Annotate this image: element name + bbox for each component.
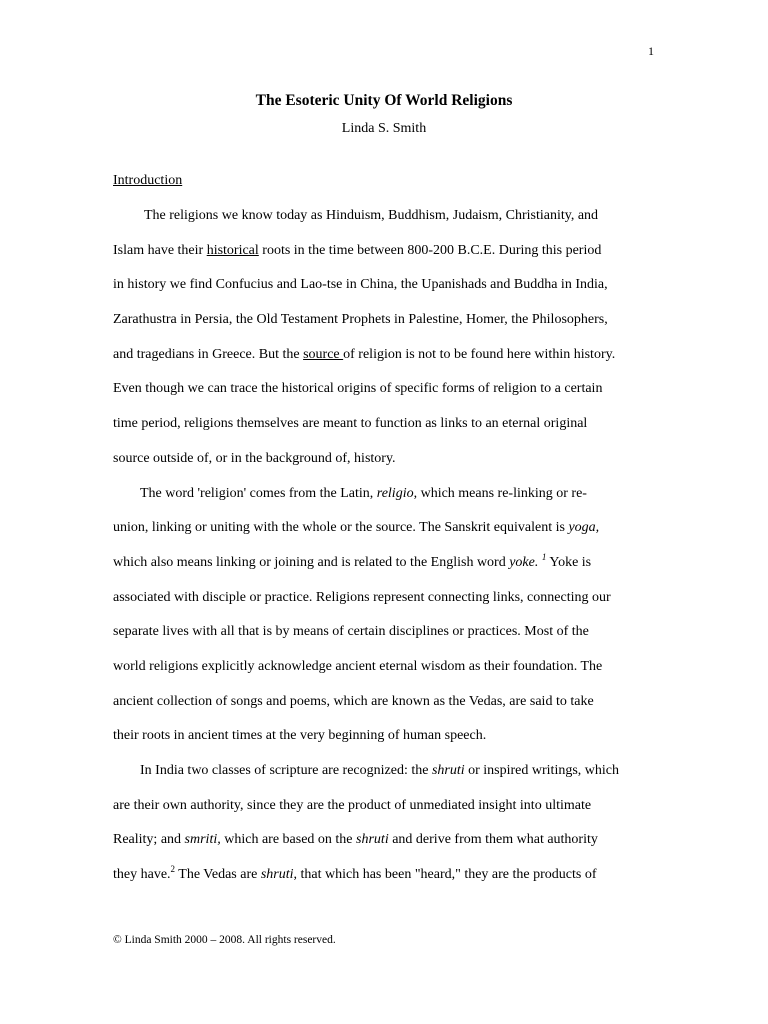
- copyright-footer: © Linda Smith 2000 – 2008. All rights reserved.: [113, 934, 336, 946]
- text-line: [113, 615, 661, 650]
- text-span: their roots in ancient times at the very beginning of human speech.: [113, 728, 487, 744]
- italic-word: religio: [376, 485, 414, 501]
- text-span: Zarathustra in Persia, the Old Testament Prophets in Palestine, Homer, the Philosophers,: [113, 312, 608, 328]
- text-span: time period, religions themselves are meant to function as links to an eternal original: [113, 416, 588, 432]
- text-line: [113, 442, 661, 477]
- text-line: [113, 199, 661, 234]
- text-span: , that which has been "heard," they are the products of: [293, 867, 597, 883]
- text-line: [113, 823, 661, 858]
- text-span: Reality; and: [113, 832, 185, 848]
- text-line: [113, 754, 661, 789]
- text-line: [113, 338, 661, 373]
- document-author: Linda S. Smith: [341, 121, 427, 136]
- text-span: union, linking or uniting with the whole or the source. The Sanskrit equivalent is: [113, 520, 569, 536]
- footnote-number: 1: [541, 551, 547, 562]
- text-span: separate lives with all that is by means of certain disciplines or practices. Most of the: [113, 624, 589, 640]
- text-line: [113, 546, 661, 581]
- italic-word: shruti: [431, 763, 465, 778]
- text-span: Even though we can trace the historical origins of specific forms of religion to a certain: [113, 381, 603, 397]
- text-span: , which means re-linking or re-: [413, 485, 587, 501]
- text-span: which are based on the: [220, 832, 357, 848]
- text-span: in history we find Confucius and Lao-tse in China, the Upanishads and Buddha in India,: [113, 277, 608, 293]
- italic-word: shruti: [356, 832, 389, 848]
- text-line: [113, 407, 661, 442]
- underlined-word: source: [303, 346, 344, 362]
- text-span: are their own authority, since they are the product of unmediated insight into ultimate: [113, 797, 592, 813]
- text-span: and tragedians in Greece. But the: [113, 346, 304, 362]
- text-span: Yoke is: [546, 554, 592, 570]
- text-span: The word 'religion' comes from the Latin,: [140, 485, 377, 501]
- italic-word: yoga,: [568, 520, 600, 536]
- italic-word: yoke.: [509, 554, 539, 570]
- text-line: [113, 234, 661, 269]
- text-span: roots in the time between 800-200 B.C.E. During this period: [258, 242, 602, 258]
- text-line: [113, 858, 661, 893]
- text-line: [113, 372, 661, 407]
- text-line: [113, 477, 661, 512]
- text-span: ancient collection of songs and poems, which are known as the Vedas, are said to take: [113, 693, 594, 709]
- body-text: [113, 199, 661, 893]
- text-span: they have.: [113, 867, 171, 883]
- underlined-word: historical: [206, 242, 259, 258]
- italic-word: smriti,: [184, 832, 221, 848]
- text-span: In India two classes of scripture are recognized: the: [140, 763, 432, 778]
- text-span: which also means linking or joining and is related to the English word: [113, 554, 510, 570]
- text-span: The religions we know today as Hinduism, Buddhism, Judaism, Christianity, and: [144, 208, 599, 223]
- text-line: [113, 511, 661, 546]
- text-line: [113, 650, 661, 685]
- text-span: or inspired writings, which: [464, 763, 619, 778]
- section-heading: Introduction: [113, 173, 183, 188]
- text-span: of religion is not to be found here within history.: [343, 346, 616, 362]
- text-line: [113, 719, 661, 754]
- page-number: 1: [648, 44, 654, 58]
- text-line: [113, 685, 661, 720]
- text-span: and derive from them what authority: [388, 832, 598, 848]
- footnote-marker: 2: [170, 864, 176, 875]
- document-title: The Esoteric Unity Of World Religions: [255, 92, 513, 109]
- text-span: world religions explicitly acknowledge ancient eternal wisdom as their foundation. The: [113, 658, 603, 674]
- text-span: The Vedas are: [175, 867, 261, 883]
- text-span: source outside of, or in the background of, history.: [113, 450, 396, 466]
- italic-word: shruti: [260, 867, 294, 883]
- text-line: [113, 268, 661, 303]
- text-span: associated with disciple or practice. Religions represent connecting links, connecting our: [113, 589, 611, 605]
- text-span: Islam have their: [113, 242, 207, 258]
- text-line: [113, 303, 661, 338]
- text-line: [113, 789, 661, 824]
- text-line: [113, 581, 661, 616]
